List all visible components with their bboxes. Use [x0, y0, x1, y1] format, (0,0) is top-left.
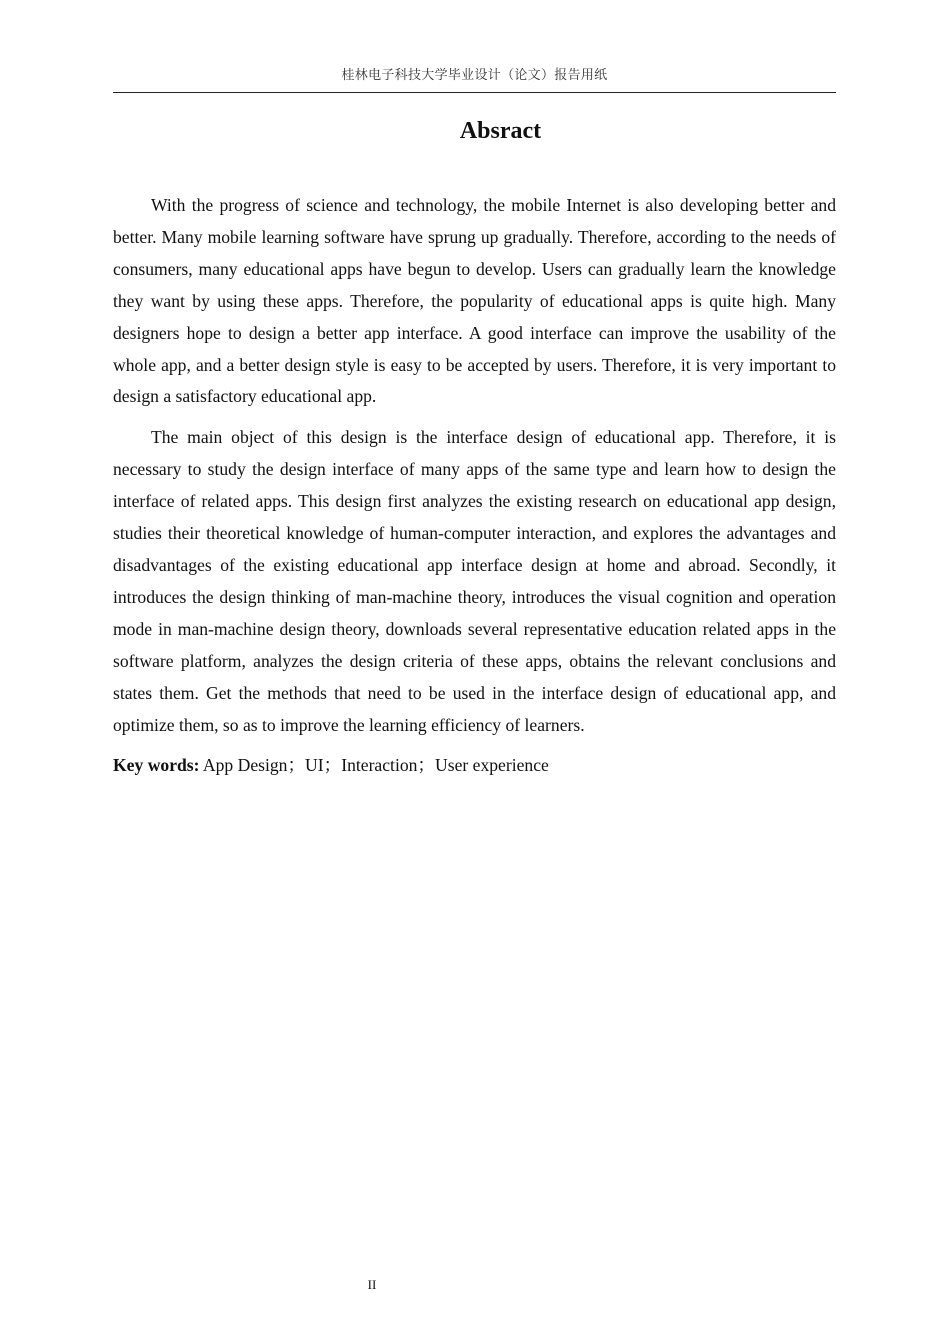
abstract-paragraph-1: With the progress of science and technology, the mobile Internet is also developing better and better. Many mobile learning software have sprung up gradually. Therefore, according to the needs of consumers, many educational apps have begun to develop. Users can gradually learn the knowledge they want by using these apps. Therefore, the popularity of educational apps is quite high. Many designers hope to design a better app interface. A good interface can improve the usability of the whole app, and a better design style is easy to be accepted by users. Therefore, it is very important to design a satisfactory educational app.: [113, 195, 836, 407]
page-title: Absract: [459, 118, 542, 144]
abstract-paragraph-2: The main object of this design is the interface design of educational app. Therefore, it is necessary to study the design interface of many apps of the same type and learn how to design the interface of related apps. This design first analyzes the existing research on educational app design, studies their theoretical knowledge of human-computer interaction, and explores the advantages and disadvantages of the existing educational app interface design at home and abroad. Secondly, it introduces the design thinking of man-machine theory, introduces the visual cognition and operation mode in man-machine design theory, downloads several representative education related apps in the software platform, analyzes the design criteria of these apps, obtains the relevant conclusions and states them. Get the methods that need to be used in the interface design of educational app, and optimize them, so as to improve the learning efficiency of learners.: [113, 427, 836, 735]
keywords-line: [113, 750, 836, 782]
abstract-body: [113, 190, 836, 791]
page-header: [113, 66, 836, 93]
keywords-label: Key words:: [113, 755, 200, 776]
page-number: II: [367, 1277, 377, 1292]
header-text: 桂林电子科技大学毕业设计（论文）报告用纸: [341, 68, 608, 83]
keywords-value: App Design；UI；Interaction；User experience: [199, 755, 549, 776]
